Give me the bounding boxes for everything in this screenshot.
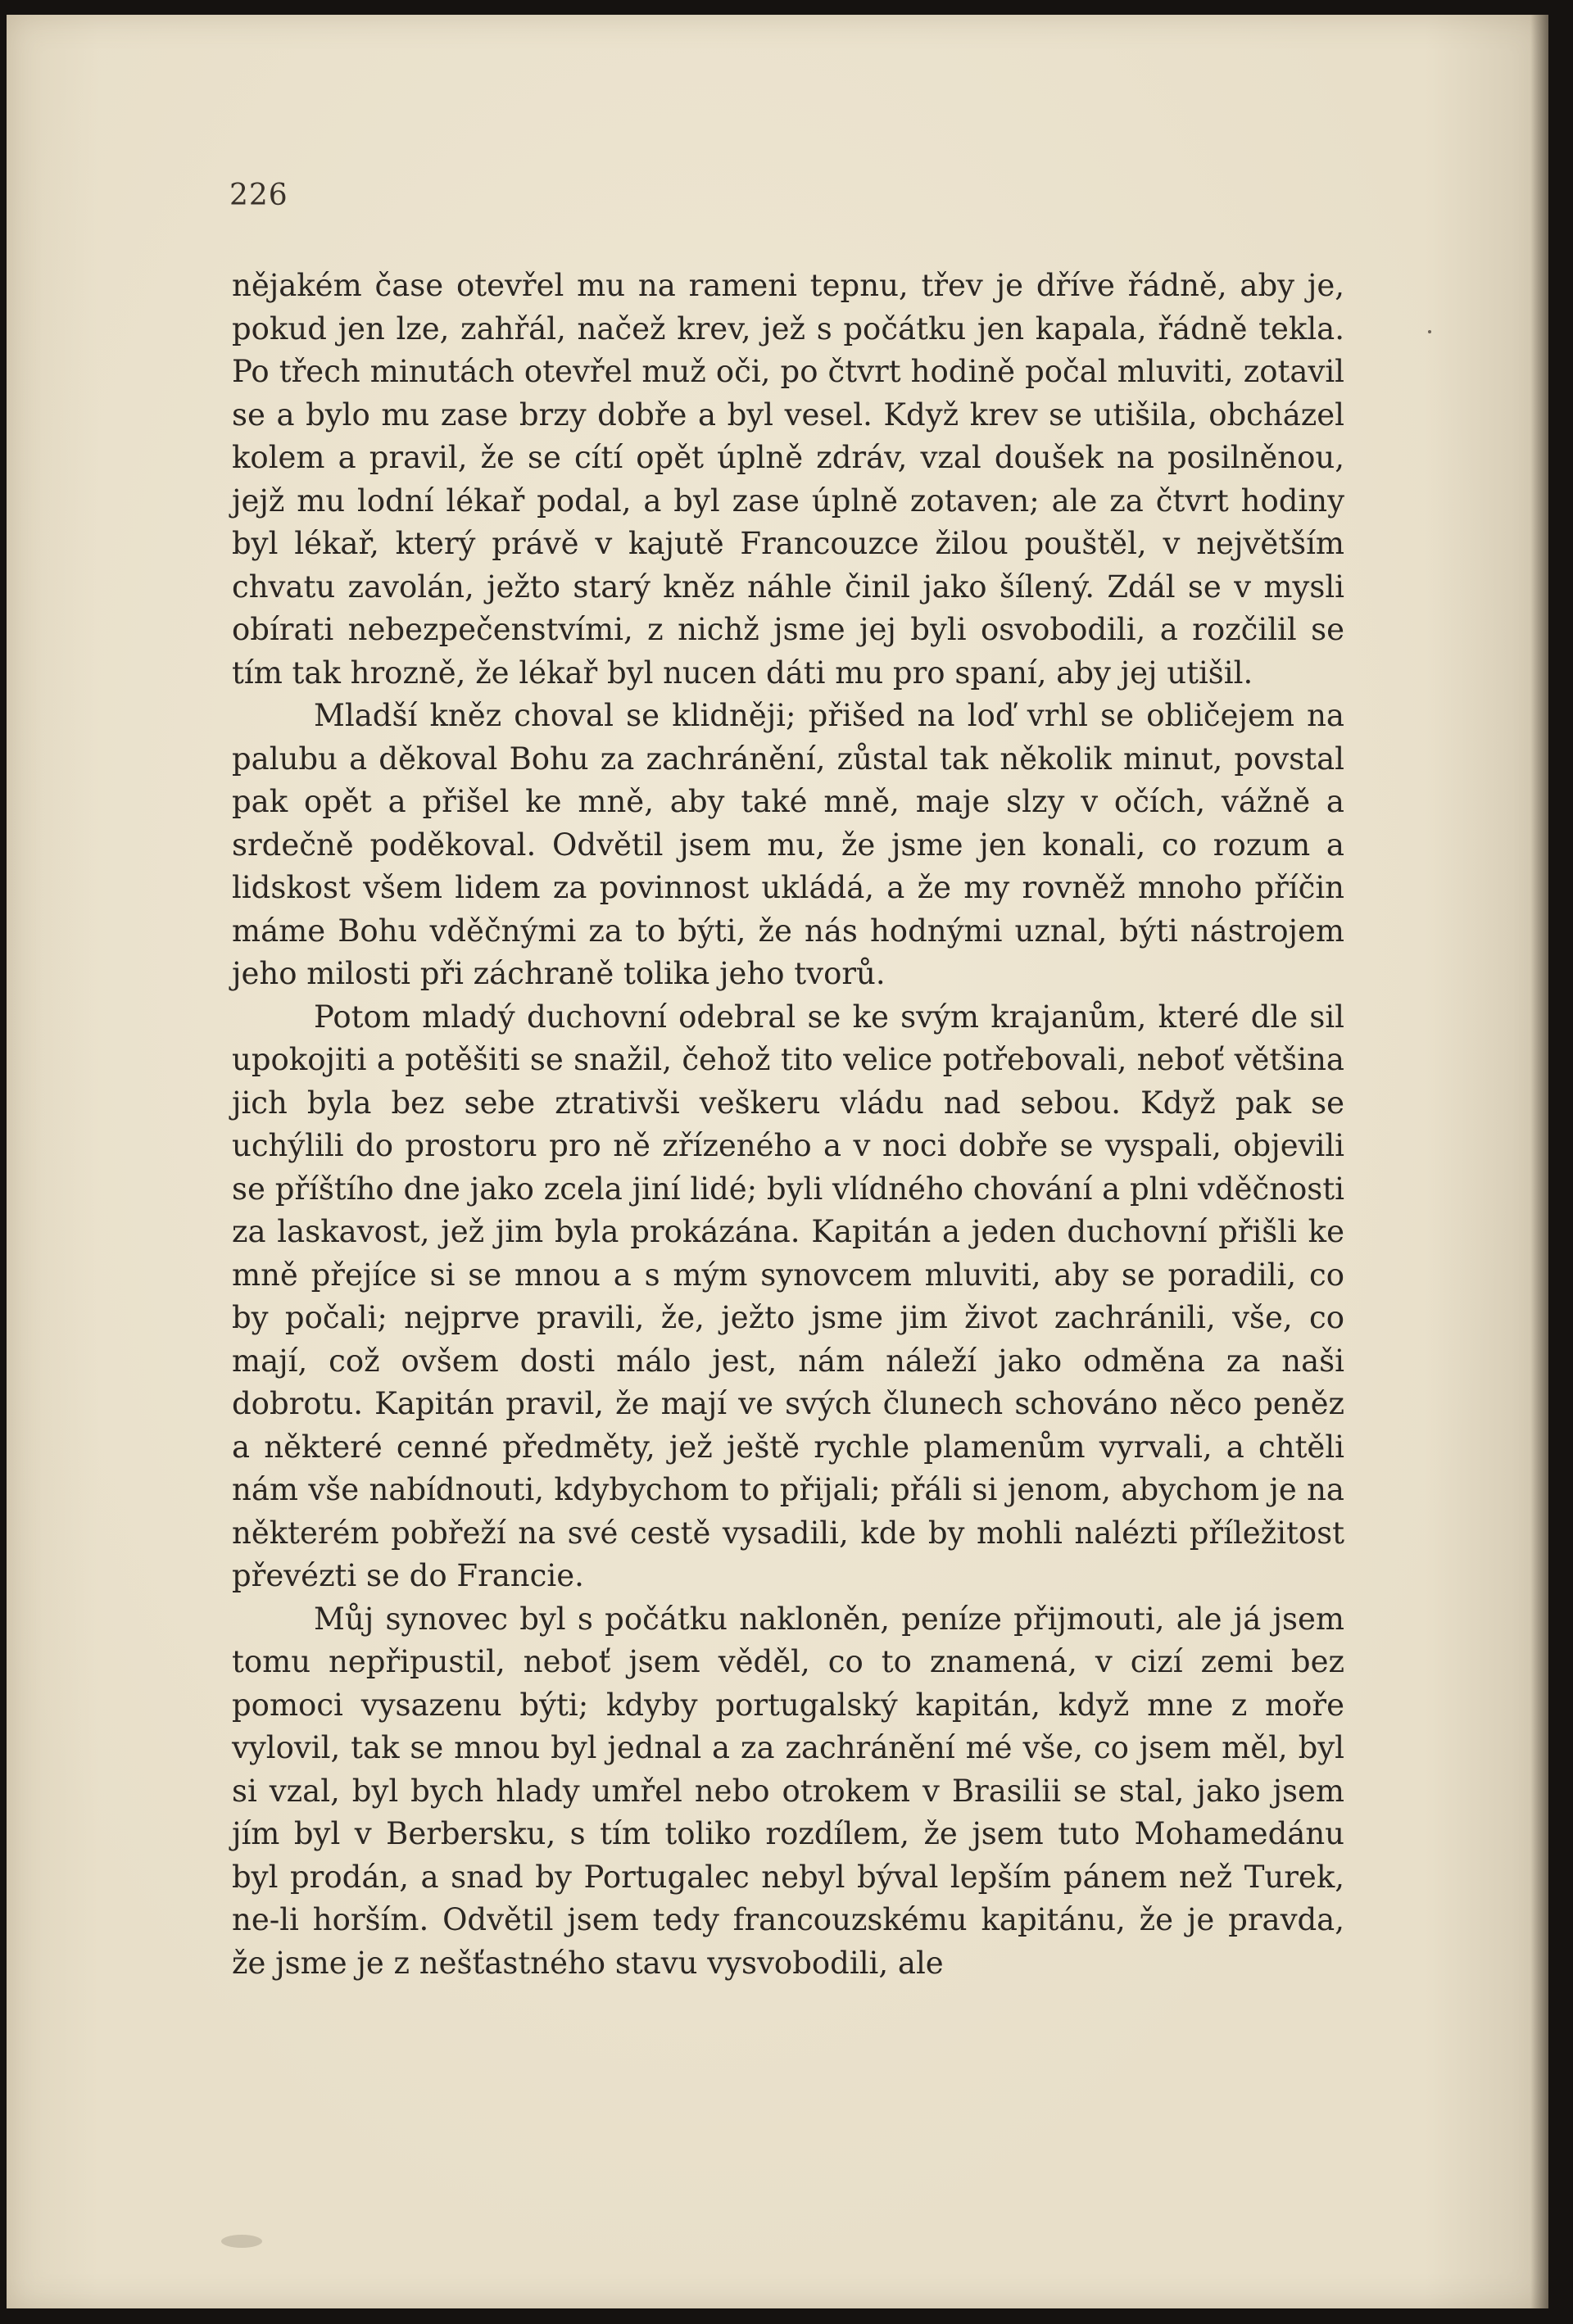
page-edge-shadow (1530, 15, 1548, 2308)
ink-smudge (221, 2235, 262, 2248)
paragraph-1: nějakém čase otevřel mu na rameni tepnu, třev je dříve řádně, aby je, pokud jen lze, zahřál, načež krev, jež s počátku jen kapala, řádně tekla. Po třech minutách otevřel muž oči, po čtvrt hodině počal mluviti, zotavil se a bylo mu zase brzy dobře a byl vesel. Když krev se utišila, obcházel kolem a pravil, že se cítí opět úplně zdráv, vzal doušek na posilněnou, jejž mu lodní lékař podal, a byl zase úplně zotaven; ale za čtvrt hodiny byl lékař, který právě v kajutě Francouzce žilou pouštěl, v největším chvatu zavolán, ježto starý kněz náhle činil jako šílený. Zdál se v mysli obírati nebezpečenstvími, z nichž jsme jej byli osvobodili, a rozčilil se tím tak hrozně, že lékař byl nucen dáti mu pro spaní, aby jej utišil. (232, 268, 1344, 691)
book-page (7, 15, 1548, 2308)
page-number: 226 (229, 179, 288, 212)
margin-speck (1428, 330, 1431, 333)
paragraph-4: Můj synovec byl s počátku nakloněn, peníze přijmouti, ale já jsem tomu nepřipustil, neboť jsem věděl, co to znamená, v cizí zemi bez pomoci vysazenu býti; kdyby portugalský kapitán, když mne z moře vylovil, tak se mnou byl jednal a za zachránění mé vše, co jsem měl, byl si vzal, byl bych hlady umřel nebo otrokem v Brasilii se stal, jako jsem jím byl v Berbersku, s tím toliko rozdílem, že jsem tuto Mohamedánu byl prodán, a snad by Portugalec nebyl býval lepším pánem než Turek, ne-li horším. Odvětil jsem tedy francouzskému kapitánu, že je pravda, že jsme je z nešťastného stavu vysvobodili, ale (232, 1601, 1344, 1981)
body-text (232, 265, 1344, 1985)
paragraph-2: Mladší kněz choval se klidněji; přišed na loď vrhl se obličejem na palubu a děkoval Bohu za zachránění, zůstal tak několik minut, povstal pak opět a přišel ke mně, aby také mně, maje slzy v očích, vážně a srdečně poděkoval. Odvětil jsem mu, že jsme jen konali, co rozum a lidskost všem lidem za povinnost ukládá, a že my rovněž mnoho příčin máme Bohu vděčnými za to býti, že nás hodnými uznal, býti nástrojem jeho milosti při záchraně tolika jeho tvorů. (232, 698, 1344, 991)
paragraph-3: Potom mladý duchovní odebral se ke svým krajanům, které dle sil upokojiti a potěšiti se snažil, čehož tito velice potřebovali, neboť většina jich byla bez sebe ztrativši veškeru vládu nad sebou. Když pak se uchýlili do prostoru pro ně zřízeného a v noci dobře se vyspali, objevili se příštího dne jako zcela jiní lidé; byli vlídného chování a plni vděčnosti za laskavost, jež jim byla prokázána. Kapitán a jeden duchovní přišli ke mně přejíce si se mnou a s mým synovcem mluviti, aby se poradili, co by počali; nejprve pravili, že, ježto jsme jim život zachránili, vše, co mají, což ovšem dosti málo jest, nám náleží jako odměna za naši dobrotu. Kapitán pravil, že mají ve svých člunech schováno něco peněz a některé cenné předměty, jež ještě rychle plamenům vyrvali, a chtěli nám vše nabídnouti, kdybychom to přijali; přáli si jenom, abychom je na některém pobřeží na své cestě vysadili, kde by mohli nalézti příležitost převézti se do Francie. (232, 999, 1344, 1593)
